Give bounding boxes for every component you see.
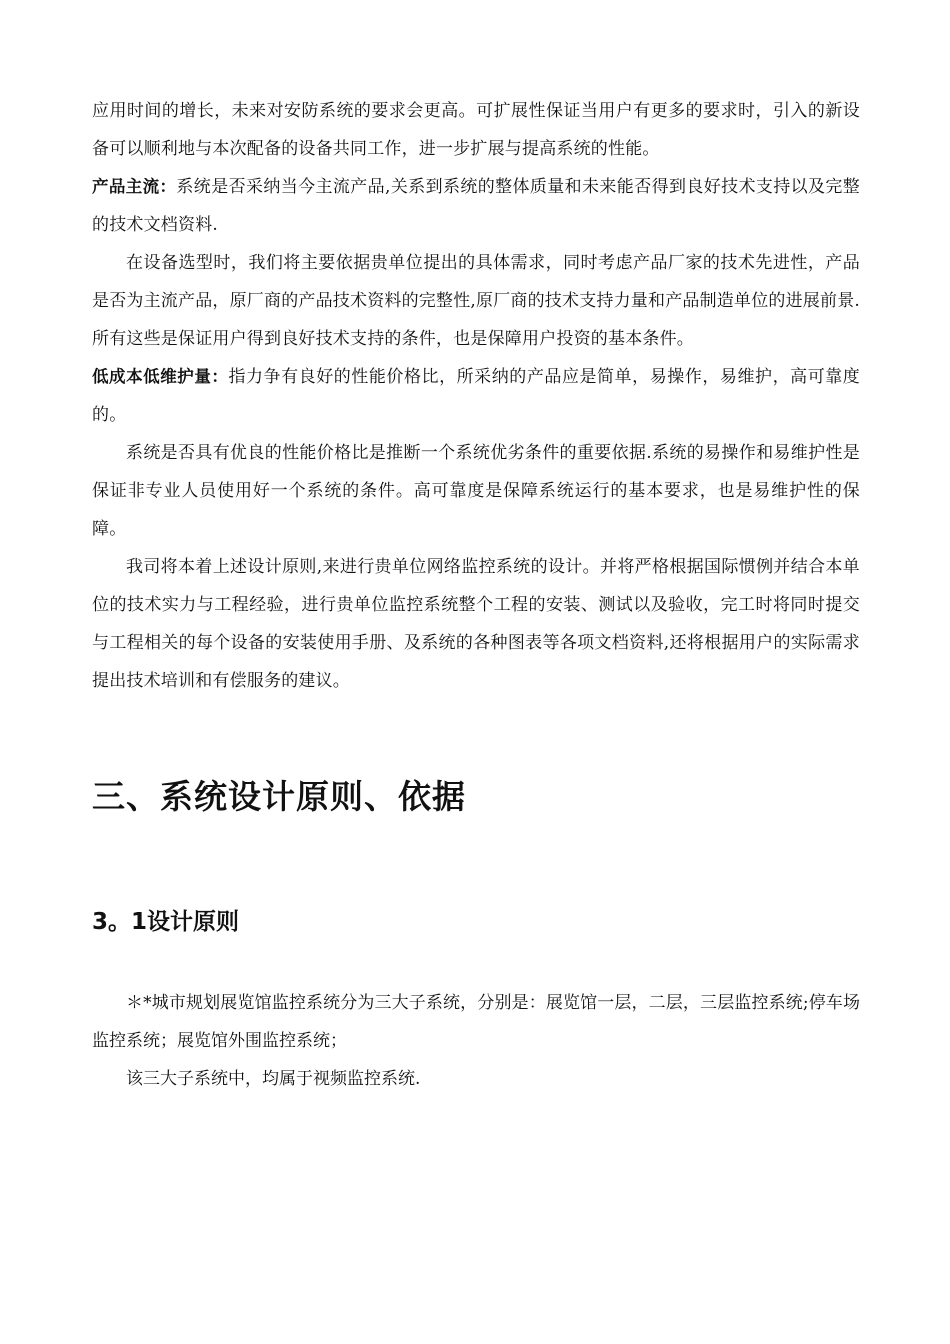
paragraph-subsystems [92,984,860,1060]
paragraph-text: 系统是否采纳当今主流产品,关系到系统的整体质量和未来能否得到良好技术支持以及完整的技术文档资料. [92,177,860,235]
paragraph-text: 该三大子系统中，均属于视频监控系统. [126,1069,421,1089]
low-cost-maintenance-label: 低成本低维护量： [92,367,229,386]
section-heading: 三、系统设计原则、依据 [92,777,466,816]
subsection-heading: 3。1设计原则 [92,909,240,935]
paragraph-text: 我司将本着上述设计原则,来进行贵单位网络监控系统的设计。并将严格根据国际惯例并结合本单位的技术实力与工程经验，进行贵单位监控系统整个工程的安装、测试以及验收，完工时将同时提交与工程相关的每个设备的安装使用手册、及系统的各种图表等各项文档资料,还将根据用户的实际需求提出技术培训和有偿服务的建议。 [92,557,860,691]
paragraph-text: 系统是否具有优良的性能价格比是推断一个系统优劣条件的重要依据.系统的易操作和易维护性是保证非专业人员使用好一个系统的条件。高可靠度是保障系统运行的基本要求，也是易维护性的保障。 [92,443,860,539]
paragraph-continuation [92,92,860,168]
paragraph-equipment-selection [92,244,860,358]
paragraph-video-surveillance [92,1060,860,1098]
paragraph-mainstream-products [92,168,860,244]
document-body-top [92,92,860,700]
paragraph-company-commitment [92,548,860,700]
paragraph-price-performance [92,434,860,548]
paragraph-text: 应用时间的增长，未来对安防系统的要求会更高。可扩展性保证当用户有更多的要求时，引入的新设备可以顺利地与本次配备的设备共同工作，进一步扩展与提高系统的性能。 [92,101,860,159]
paragraph-low-cost-maintenance [92,358,860,434]
paragraph-text: 指力争有良好的性能价格比，所采纳的产品应是简单，易操作，易维护，高可靠度的。 [92,367,860,425]
paragraph-text: ＊*城市规划展览馆监控系统分为三大子系统，分别是：展览馆一层，二层，三层监控系统;停车场监控系统；展览馆外围监控系统； [92,993,860,1051]
mainstream-products-label: 产品主流： [92,177,177,196]
paragraph-text: 在设备选型时，我们将主要依据贵单位提出的具体需求，同时考虑产品厂家的技术先进性，产品是否为主流产品，原厂商的产品技术资料的完整性,原厂商的技术支持力量和产品制造单位的进展前景.所有这些是保证用户得到良好技术支持的条件，也是保障用户投资的基本条件。 [92,253,861,349]
document-body-bottom [92,984,860,1098]
